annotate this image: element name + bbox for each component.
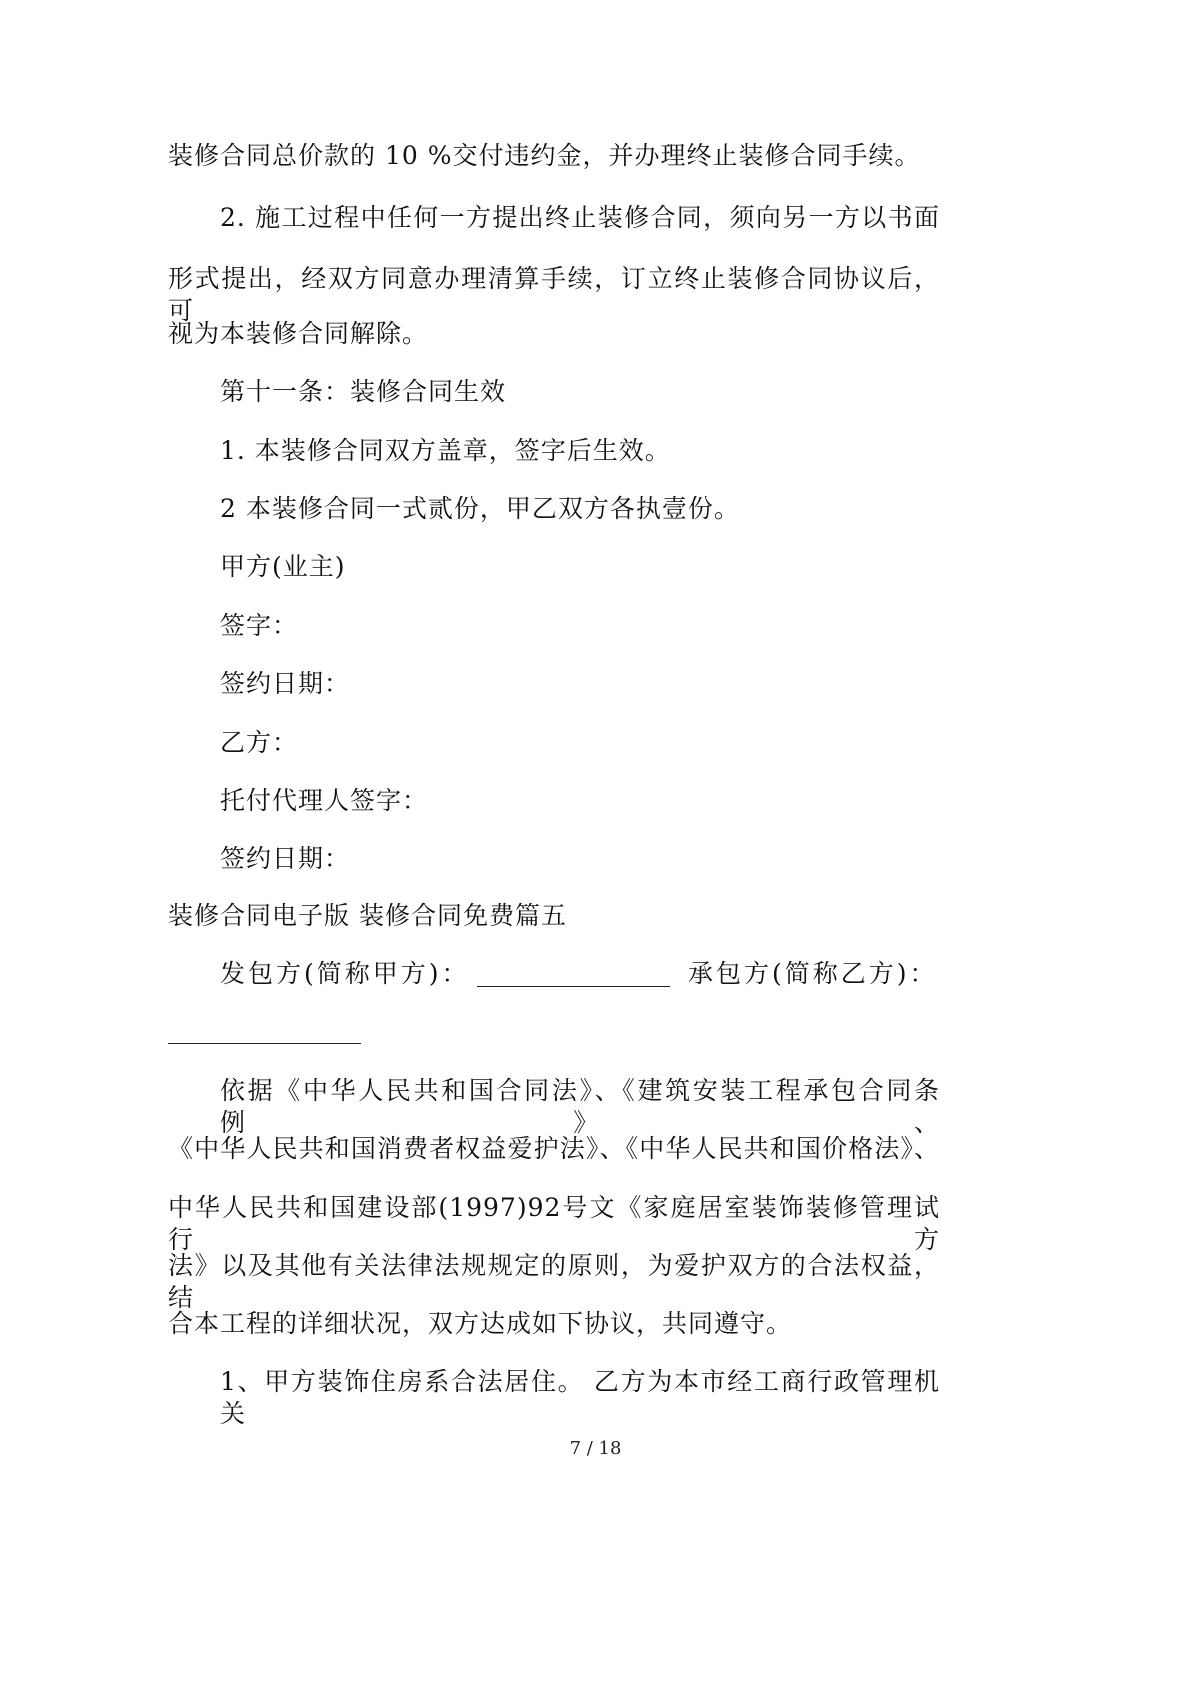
signature-party-b: 乙方：: [220, 728, 299, 757]
employer-label: 发包方(简称甲方)：: [220, 959, 470, 988]
paragraph-line: 形式提出，经双方同意办理清算手续，订立终止装修合同协议后，可: [168, 264, 940, 325]
contractor-blank-line: [168, 1043, 361, 1044]
contractor-label: 承包方(简称乙方)：: [688, 959, 938, 988]
paragraph-line: 视为本装修合同解除。: [168, 319, 429, 348]
paragraph-line: 依据《中华人民共和国合同法》、《建筑安装工程承包合同条例》、: [220, 1076, 940, 1137]
signature-field: 签字：: [220, 611, 299, 640]
paragraph-line: 装修合同总价款的 10 %交付违约金，并办理终止装修合同手续。: [168, 141, 921, 170]
paragraph-line: 法》以及其他有关法律法规规定的原则，为爱护双方的合法权益，结: [168, 1251, 940, 1312]
employer-blank-line: [477, 986, 670, 987]
page-number: 7 / 18: [569, 1438, 622, 1459]
list-item: 1. 本装修合同双方盖章，签字后生效。: [220, 436, 671, 465]
paragraph-line: 中华人民共和国建设部(1997)92号文《家庭居室装饰装修管理试行方: [168, 1193, 940, 1254]
signature-date-field: 签约日期：: [220, 844, 351, 873]
paragraph-line: 合本工程的详细状况，双方达成如下协议，共同遵守。: [168, 1309, 793, 1338]
paragraph-line: 1、甲方装饰住房系合法居住。 乙方为本市经工商行政管理机关: [220, 1367, 940, 1428]
signature-party-a: 甲方(业主): [220, 552, 346, 581]
document-subtitle: 装修合同电子版 装修合同免费篇五: [168, 901, 567, 930]
paragraph-line: 2. 施工过程中任何一方提出终止装修合同，须向另一方以书面: [220, 203, 940, 232]
agent-signature-field: 托付代理人签字：: [220, 786, 429, 815]
signature-date-field: 签约日期：: [220, 669, 351, 698]
paragraph-line: 《中华人民共和国消费者权益爱护法》、《中华人民共和国价格法》、: [168, 1134, 940, 1163]
list-item: 2 本装修合同一式贰份，甲乙双方各执壹份。: [220, 494, 740, 523]
section-heading: 第十一条：装修合同生效: [220, 377, 507, 406]
